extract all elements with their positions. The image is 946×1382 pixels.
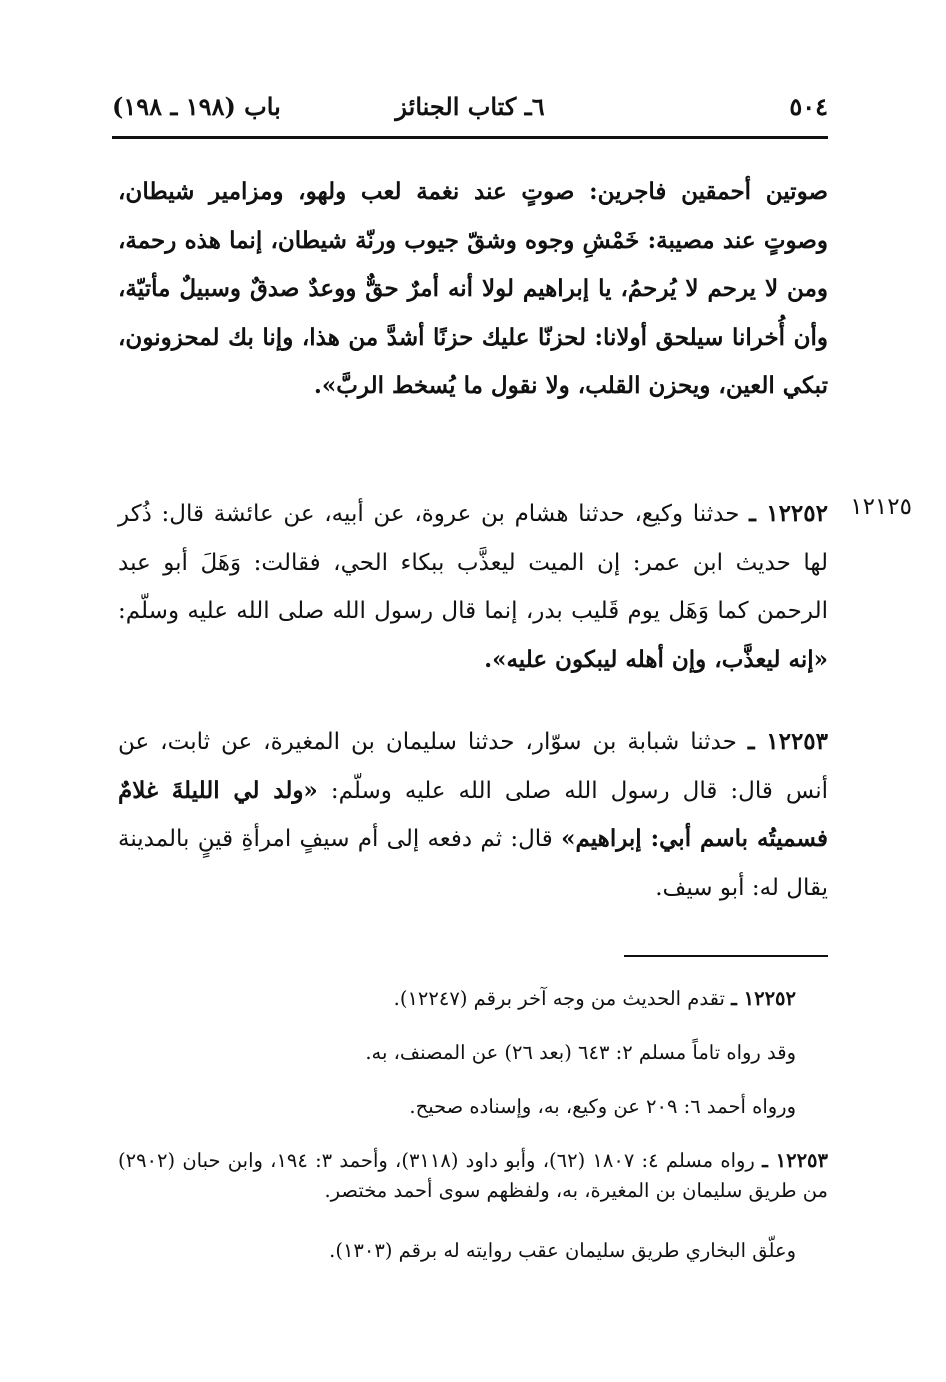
- chapter-range: باب (١٩٨ ـ ١٩٨): [112, 92, 281, 121]
- hadith-text: حدثنا وكيع، حدثنا هشام بن عروة، عن أبيه، عن عائشة قال: ذُكر لها حديث ابن عمر: إن الميت ليعذَّب ببكاء الحي، فقالت: وَهَلَ أبو عبد الرحمن كما وَهَل يوم قَليب بدر، إنما قال رسول الله صلى الله عليه وسلّم:: [118, 501, 828, 624]
- page-number: ٥٠٤: [789, 92, 828, 121]
- footnote-number: ١٢٢٥٣ ـ: [762, 1149, 828, 1172]
- footnote-3: ورواه أحمد ٦: ٢٠٩ عن وكيع، به، وإسناده صحيح.: [409, 1095, 796, 1118]
- footnote-1: [86, 984, 796, 1014]
- hadith-number: ١٢٢٥٢ ـ: [749, 500, 828, 527]
- header-rule: [112, 136, 828, 139]
- margin-number: ١٢١٢٥: [850, 494, 912, 520]
- footnote-number: ١٢٢٥٢ ـ: [731, 987, 796, 1010]
- running-header: [112, 88, 828, 130]
- footnote-4: [118, 1146, 828, 1206]
- hadith-12252: [118, 490, 828, 684]
- hadith-text-after: قال: ثم دفعه إلى أم سيفٍ امرأةِ قينٍ بالمدينة يقال له: أبو سيف.: [118, 826, 828, 901]
- footnote-text: رواه مسلم ٤: ١٨٠٧ (٦٢)، وأبو داود (٣١١٨)، وأحمد ٣: ١٩٤، وابن حبان (٢٩٠٢) من طريق سليمان بن المغيرة، به، ولفظهم سوى أحمد مختصر.: [118, 1149, 828, 1202]
- hadith-quote: «ولد لي الليلةَ غلامٌ فسميتُه باسم أبي: إبراهيم»: [118, 776, 828, 852]
- hadith-number: ١٢٢٥٣ ـ: [747, 728, 829, 755]
- footnote-rule: [624, 955, 828, 957]
- hadith-text: حدثنا شبابة بن سوّار، حدثنا سليمان بن المغيرة، عن ثابت، عن أنس قال: قال رسول الله صلى الله عليه وسلّم:: [118, 729, 828, 804]
- footnote-2: وقد رواه تاماً مسلم ٢: ٦٤٣ (بعد ٢٦) عن المصنف، به.: [365, 1041, 796, 1064]
- footnote-text: تقدم الحديث من وجه آخر برقم (١٢٢٤٧).: [393, 987, 725, 1010]
- footnote-5: وعلّق البخاري طريق سليمان عقب روايته له برقم (١٣٠٣).: [329, 1239, 796, 1262]
- hadith-quote: «إنه ليعذَّب، وإن أهله ليبكون عليه».: [484, 645, 828, 673]
- hadith-12253: [118, 718, 828, 912]
- continuation-paragraph: صوتين أحمقين فاجرين: صوتٍ عند نغمة لعب ولهو، ومزامير شيطان، وصوتٍ عند مصيبة: خَمْشِ وجوه وشقّ جيوب ورنّة شيطان، إنما هذه رحمة، ومن لا يرحم لا يُرحمُ، يا إبراهيم لولا أنه أمرٌ حقٌّ ووعدٌ صدقٌ وسبيلٌ مأتيّة، وأن أُخرانا سيلحق أولانا: لحزنّا عليك حزنًا أشدَّ من هذا، وإنا بك لمحزونون، تبكي العين، ويحزن القلب، ولا نقول ما يُسخط الربَّ».: [118, 178, 828, 399]
- book-title: ٦ـ كتاب الجنائز: [395, 92, 545, 121]
